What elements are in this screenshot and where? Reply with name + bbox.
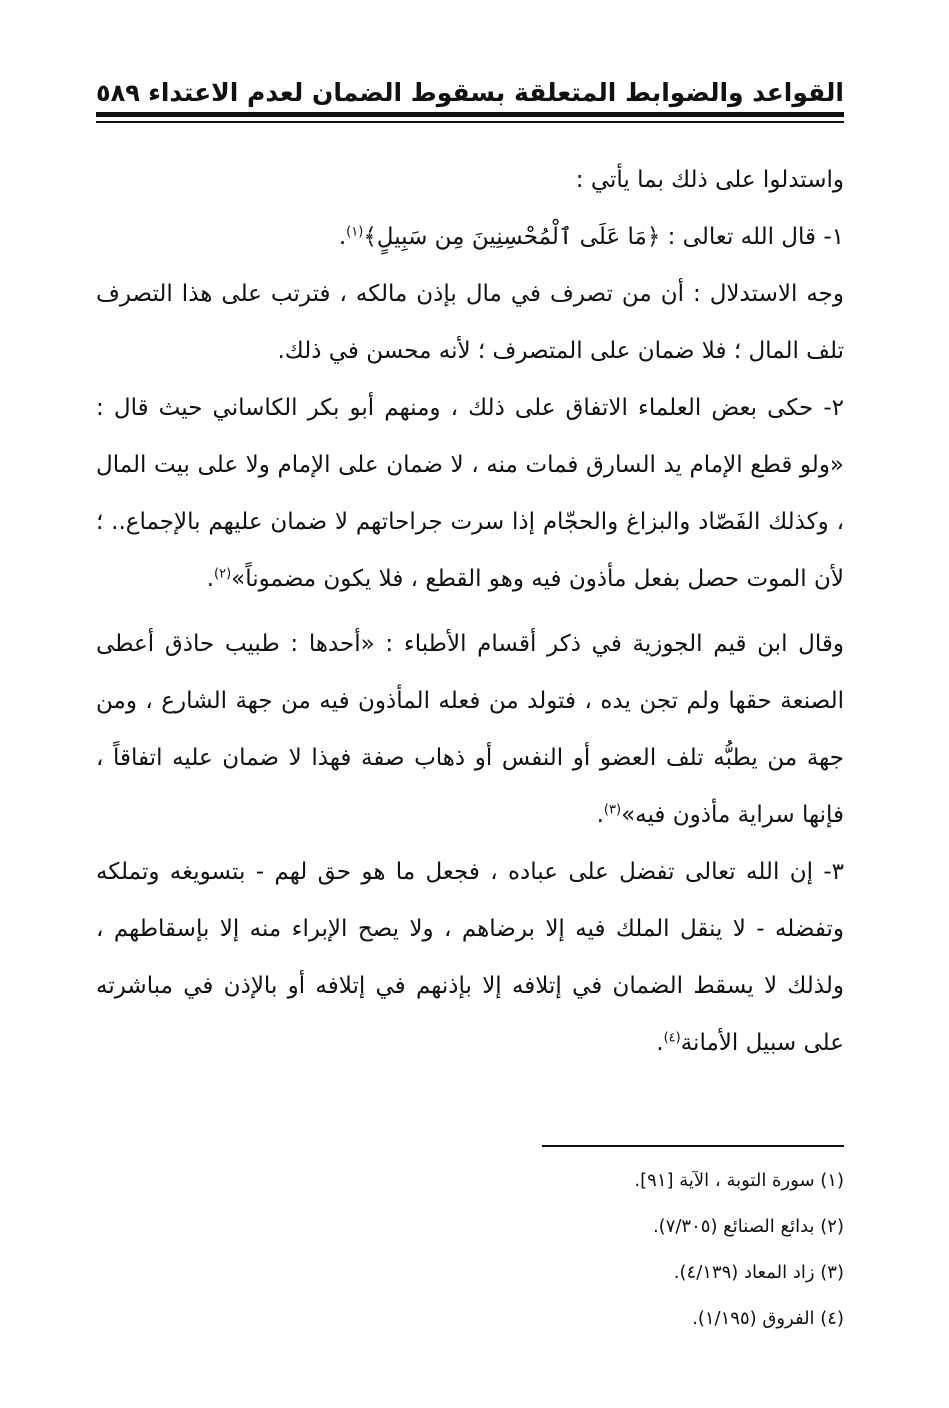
item3-end: . <box>656 1030 664 1056</box>
ibn-qayyim-end: . <box>596 802 604 828</box>
paragraph-gap <box>96 608 844 616</box>
paragraph-item-2 <box>96 380 844 608</box>
footnote-4: (٤) الفروق (١/١٩٥). <box>692 1308 844 1329</box>
item3-text: ٣- إن الله تعالى تفضل على عباده ، فجعل ما هو حق لهم - بتسويغه وتملكه وتفضله - لا ينقل الملك فيه إلا برضاهم ، ولا يصح الإبراء منه إلا بإسقاطهم ، ولذلك لا يسقط الضمان في إتلافه إلا بإذنهم في إتلافه أو بالإذن في مباشرته على سبيل الأمانة <box>96 859 844 1056</box>
paragraph-item-1 <box>96 209 844 266</box>
item1-close-bracket: ﴾ <box>363 224 377 250</box>
paragraph-intro: واستدلوا على ذلك بما يأتي : <box>575 167 844 193</box>
running-header <box>96 70 844 110</box>
page-number: ٥٨٩ <box>96 79 140 107</box>
footnote-ref-4: (٤) <box>663 1030 681 1046</box>
footnote-1: (١) سورة التوبة ، الآية [٩١]. <box>634 1170 844 1191</box>
header-rule-thin <box>96 121 844 123</box>
header-rule-thick <box>96 112 844 117</box>
item2-text: ٢- حكى بعض العلماء الاتفاق على ذلك ، ومنهم أبو بكر الكاساني حيث قال : «ولو قطع الإمام يد السارق فمات منه ، لا ضمان على الإمام ولا على بيت المال ، وكذلك الفَصّاد والبزاغ والحجّام إذا سرت جراحاتهم لا ضمان عليهم بالإجماع.. ؛ لأن الموت حصل بفعل مأذون فيه وهو القطع ، فلا يكون مضموناً» <box>96 395 844 592</box>
footnote-3: (٣) زاد المعاد (٤/١٣٩). <box>673 1262 844 1283</box>
paragraph-ibn-qayyim <box>96 616 844 844</box>
item1-prefix: ١- قال الله تعالى : ﴿ <box>646 224 844 250</box>
footnote-ref-1: (١) <box>346 224 364 240</box>
item2-end: . <box>206 566 215 592</box>
footnote-ref-2: (٢) <box>214 566 232 582</box>
paragraph-istidlal: وجه الاستدلال : أن من تصرف في مال بإذن مالكه ، فترتب على هذا التصرف تلف المال ؛ فلا ضمان على المتصرف ؛ لأنه محسن في ذلك. <box>96 281 844 364</box>
main-text <box>96 152 844 1072</box>
footnote-2: (٢) بدائع الصنائع (٧/٣٠٥). <box>652 1216 844 1237</box>
footnote-separator <box>542 1145 844 1147</box>
paragraph-item-3 <box>96 844 844 1072</box>
footnotes <box>96 1158 844 1342</box>
footnote-ref-3: (٣) <box>603 802 622 818</box>
ibn-qayyim-text: وقال ابن قيم الجوزية في ذكر أقسام الأطباء : «أحدها : طبيب حاذق أعطى الصنعة حقها ولم تجن يده ، فتولد من فعله المأذون فيه من جهة الشارع ، ومن جهة من يطبُّه تلف العضو أو النفس أو ذهاب صفة فهذا لا ضمان عليه اتفاقاً ، فإنها سراية مأذون فيه» <box>96 631 844 828</box>
quran-verse: مَا عَلَى ٱلْمُحْسِنِينَ مِن سَبِيلٍ <box>376 224 647 250</box>
item1-end: . <box>338 224 347 250</box>
running-header-title: القواعد والضوابط المتعلقة بسقوط الضمان لعدم الاعتداء <box>148 78 844 107</box>
